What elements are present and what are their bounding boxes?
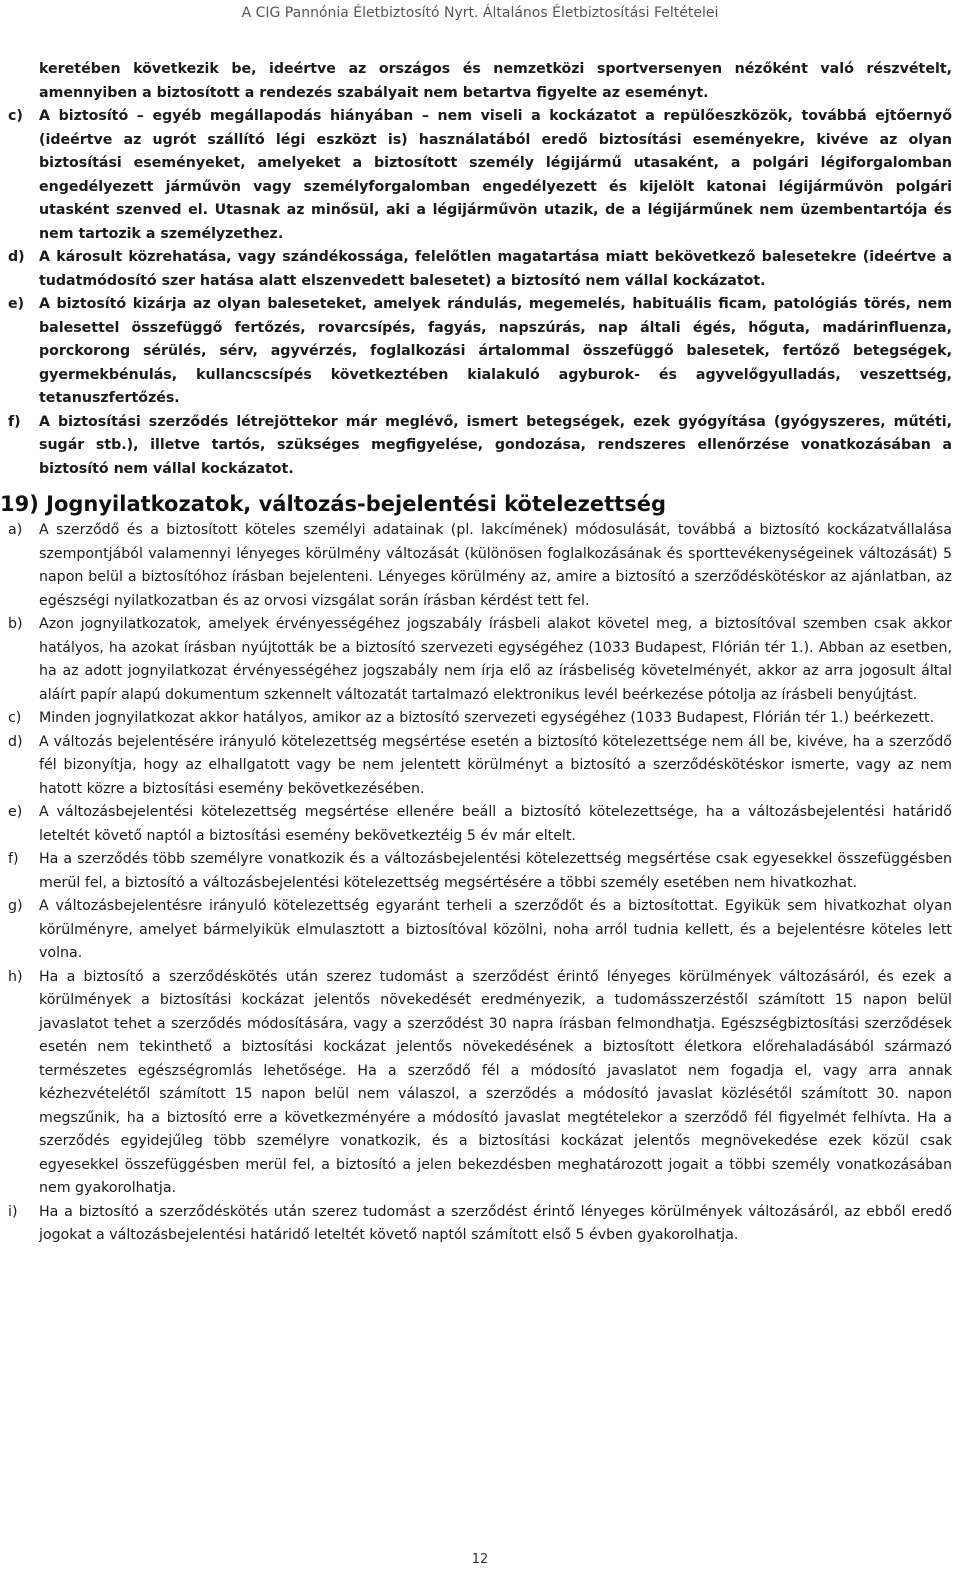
item-text: A károsult közrehatása, vagy szándékossága, felelőtlen magatartása miatt bekövetkező balesetekre (ideértve a tudatmódosító szer hatása alatt elszenvedett balesetet) a biztosító nem vállal kockázatot. [39, 249, 952, 289]
item-marker: c) [8, 710, 22, 726]
item-marker: d) [8, 249, 25, 265]
item-marker: c) [8, 108, 23, 124]
item-text: A biztosítási szerződés létrejöttekor már meglévő, ismert betegségek, ezek gyógyítása (gyógyszeres, műtéti, sugár stb.), illetve tartós, szükséges megfigyelése, gondozása, rendszeres ellenőrzése vonatkozásában a biztosító nem vállal kockázatot. [39, 413, 952, 477]
item-marker: i) [8, 1203, 18, 1220]
item-text: A biztosító kizárja az olyan baleseteket, amelyek rándulás, megemelés, habituális ficam, patológiás törés, nem balesettel összefüggő fertőzés, rovarcsípés, fagyás, napszúrás, nap általi égés, hőguta, madárinfluenza, porckorong sérülés, sérv, agyvérzés, foglalkozási ártalommal összefüggő balesetek, fertőző betegségek, gyermekbénulás, kullancscsípés következtében kialakuló agyburok- és agyvelőgyulladás, veszettség, tetanuszfertőzés. [39, 296, 952, 406]
continuation-list [8, 105, 952, 481]
item-marker: f) [8, 851, 19, 867]
item-text: A biztosító – egyéb megállapodás hiányában – nem viseli a kockázatot a repülőeszközök, továbbá ejtőernyő (ideértve az ugrót szállító légi eszközt is) használatából eredő biztosítási eseményekre, kivéve az olyan biztosítási eseményeket, amelyeket a biztosított személy légijármű utasaként, a polgári légiforgalomban engedélyezett járművön vagy személyforgalomban engedélyezett és kijelölt katonai légijárművön polgári utasként szenved el. Utasnak az minősül, aki a légijárművön utazik, de a légijárműnek nem üzembentartója és nem tartozik a személyzethez. [39, 108, 952, 242]
item-marker: e) [8, 804, 23, 820]
list-item [8, 707, 952, 731]
list-item [8, 411, 952, 482]
intro-paragraph: keretében következik be, ideértve az országos és nemzetközi sportversenyen nézőként való részvételt, amennyiben a biztosított a rendezés szabályait nem betartva figyelte az eseményt. [39, 61, 952, 101]
item-marker: h) [8, 968, 23, 985]
item-text: Ha a biztosító a szerződéskötés után szerez tudomást a szerződést érintő lényeges körülmények változásáról, és ezek a körülmények a biztosítási kockázat jelentős növekedését eredményezik, a tudomásszerzéstől számított 15 napon belül javaslatot tehet a szerződés módosítására, vagy a szerződést 30 napra írásban felmondhatja. Egészségbiztosítási szerződések esetén nem tekinthető a biztosítási kockázat jelentős növekedésének a biztosított életkora előrehaladásából származó természetes egészségromlás lehetősége. Ha a szerződő fél a módosító javaslatot nem fogadja el, vagy arra annak kézhezvételétől számított 15 napon belül nem válaszol, a szerződés a módosító javaslat közlésétől számított 30. napon megszűnik, ha a biztosító erre a következményére a módosító javaslat megtételekor a szerződő fél figyelmét felhívta. Ha a szerződés egyidejűleg több személyre vonatkozik, és a biztosítási kockázat jelentős megnövekedése ezek közül csak egyesekkel összefüggésben merül fel, a biztosító a jelen bekezdésben meghatározott jogait a többi személy vonatkozásában nem gyakorolhatja. [39, 968, 952, 1196]
list-item [8, 1201, 952, 1248]
section-heading: 19) Jognyilatkozatok, változás-bejelentési kötelezettség [0, 492, 666, 516]
item-text: A szerződő és a biztosított köteles személyi adatainak (pl. lakcímének) módosulását, továbbá a biztosító kockázatvállalása szempontjából valamennyi lényeges körülmény változását (különösen foglalkozásának és sporttevékenységeinek változását) 5 napon belül a biztosítóhoz írásban bejelenteni. Lényeges körülmény az, amire a biztosító a szerződéskötéskor az ajánlatban, az egészségi nyilatkozatban és az orvosi vizsgálat során írásban kérdést tett fel. [39, 522, 952, 609]
continuation-block [8, 58, 952, 481]
item-text: A változásbejelentésre irányuló kötelezettség egyaránt terheli a szerződőt és a biztosítottat. Egyikük sem hivatkozhat olyan körülményre, amelyet bármelyikük elmulasztott a biztosítóval közölni, noha arról tudnia kellett, és a bejelentésre köteles lett volna. [39, 898, 952, 961]
list-item [8, 848, 952, 895]
page-number: 12 [471, 1552, 489, 1567]
item-marker: f) [8, 413, 21, 430]
list-item [8, 105, 952, 246]
page-header: A CIG Pannónia Életbiztosító Nyrt. Általános Életbiztosítási Feltételei [241, 5, 719, 21]
document-body [0, 58, 952, 1248]
list-item [8, 246, 952, 293]
list-item [8, 293, 952, 411]
list-item [8, 519, 952, 613]
item-text: Minden jognyilatkozat akkor hatályos, amikor az a biztosító szervezeti egységéhez (1033 Budapest, Flórián tér 1.) beérkezett. [39, 710, 935, 726]
item-marker: d) [8, 733, 23, 750]
list-item [8, 966, 952, 1201]
list-item [8, 731, 952, 802]
list-item [8, 801, 952, 848]
list-item [8, 895, 952, 966]
item-marker: b) [8, 616, 23, 632]
list-item [8, 613, 952, 707]
section-list [8, 519, 952, 1248]
item-marker: a) [8, 522, 23, 538]
item-marker: e) [8, 296, 25, 312]
item-text: Ha a szerződés több személyre vonatkozik és a változásbejelentési kötelezettség megsértése csak egyesekkel összefüggésben merül fel, a biztosító a változásbejelentési kötelezettség megsértésére a többi személy esetében nem hivatkozhat. [39, 851, 952, 891]
item-marker: g) [8, 898, 23, 914]
item-text: A változás bejelentésére irányuló kötelezettség megsértése esetén a biztosító kötelezettsége nem áll be, kivéve, ha a szerződő fél bizonyítja, hogy az elhallgatott vagy be nem jelentett körülményt a biztosító a szerződéskötéskor ismerte, vagy az nem hatott közre a biztosítási esemény bekövetkezésében. [39, 733, 952, 797]
item-text: Azon jognyilatkozatok, amelyek érvényességéhez jogszabály írásbeli alakot követel meg, a biztosítóval szemben csak akkor hatályos, ha azokat írásban nyújtották be a biztosító szervezeti egységéhez (1033 Budapest, Flórián tér 1.). Abban az esetben, ha az adott jognyilatkozat érvényességéhez jogszabály nem írja elő az írásbeliség követelményét, akkor az arra jogosult által aláírt papír alapú dokumentum szkennelt változatát tartalmazó elektronikus levél beérkezése pótolja az írásbeli benyújtást. [39, 616, 952, 703]
item-text: A változásbejelentési kötelezettség megsértése ellenére beáll a biztosító kötelezettsége, ha a változásbejelentési határidő leteltét követő naptól a biztosítási esemény bekövetkeztéig 5 év már eltelt. [39, 804, 952, 844]
item-text: Ha a biztosító a szerződéskötés után szerez tudomást a szerződést érintő lényeges körülmények változásáról, az ebből eredő jogokat a változásbejelentési határidő leteltét követő naptól számított első 5 évben gyakorolhatja. [39, 1203, 952, 1243]
